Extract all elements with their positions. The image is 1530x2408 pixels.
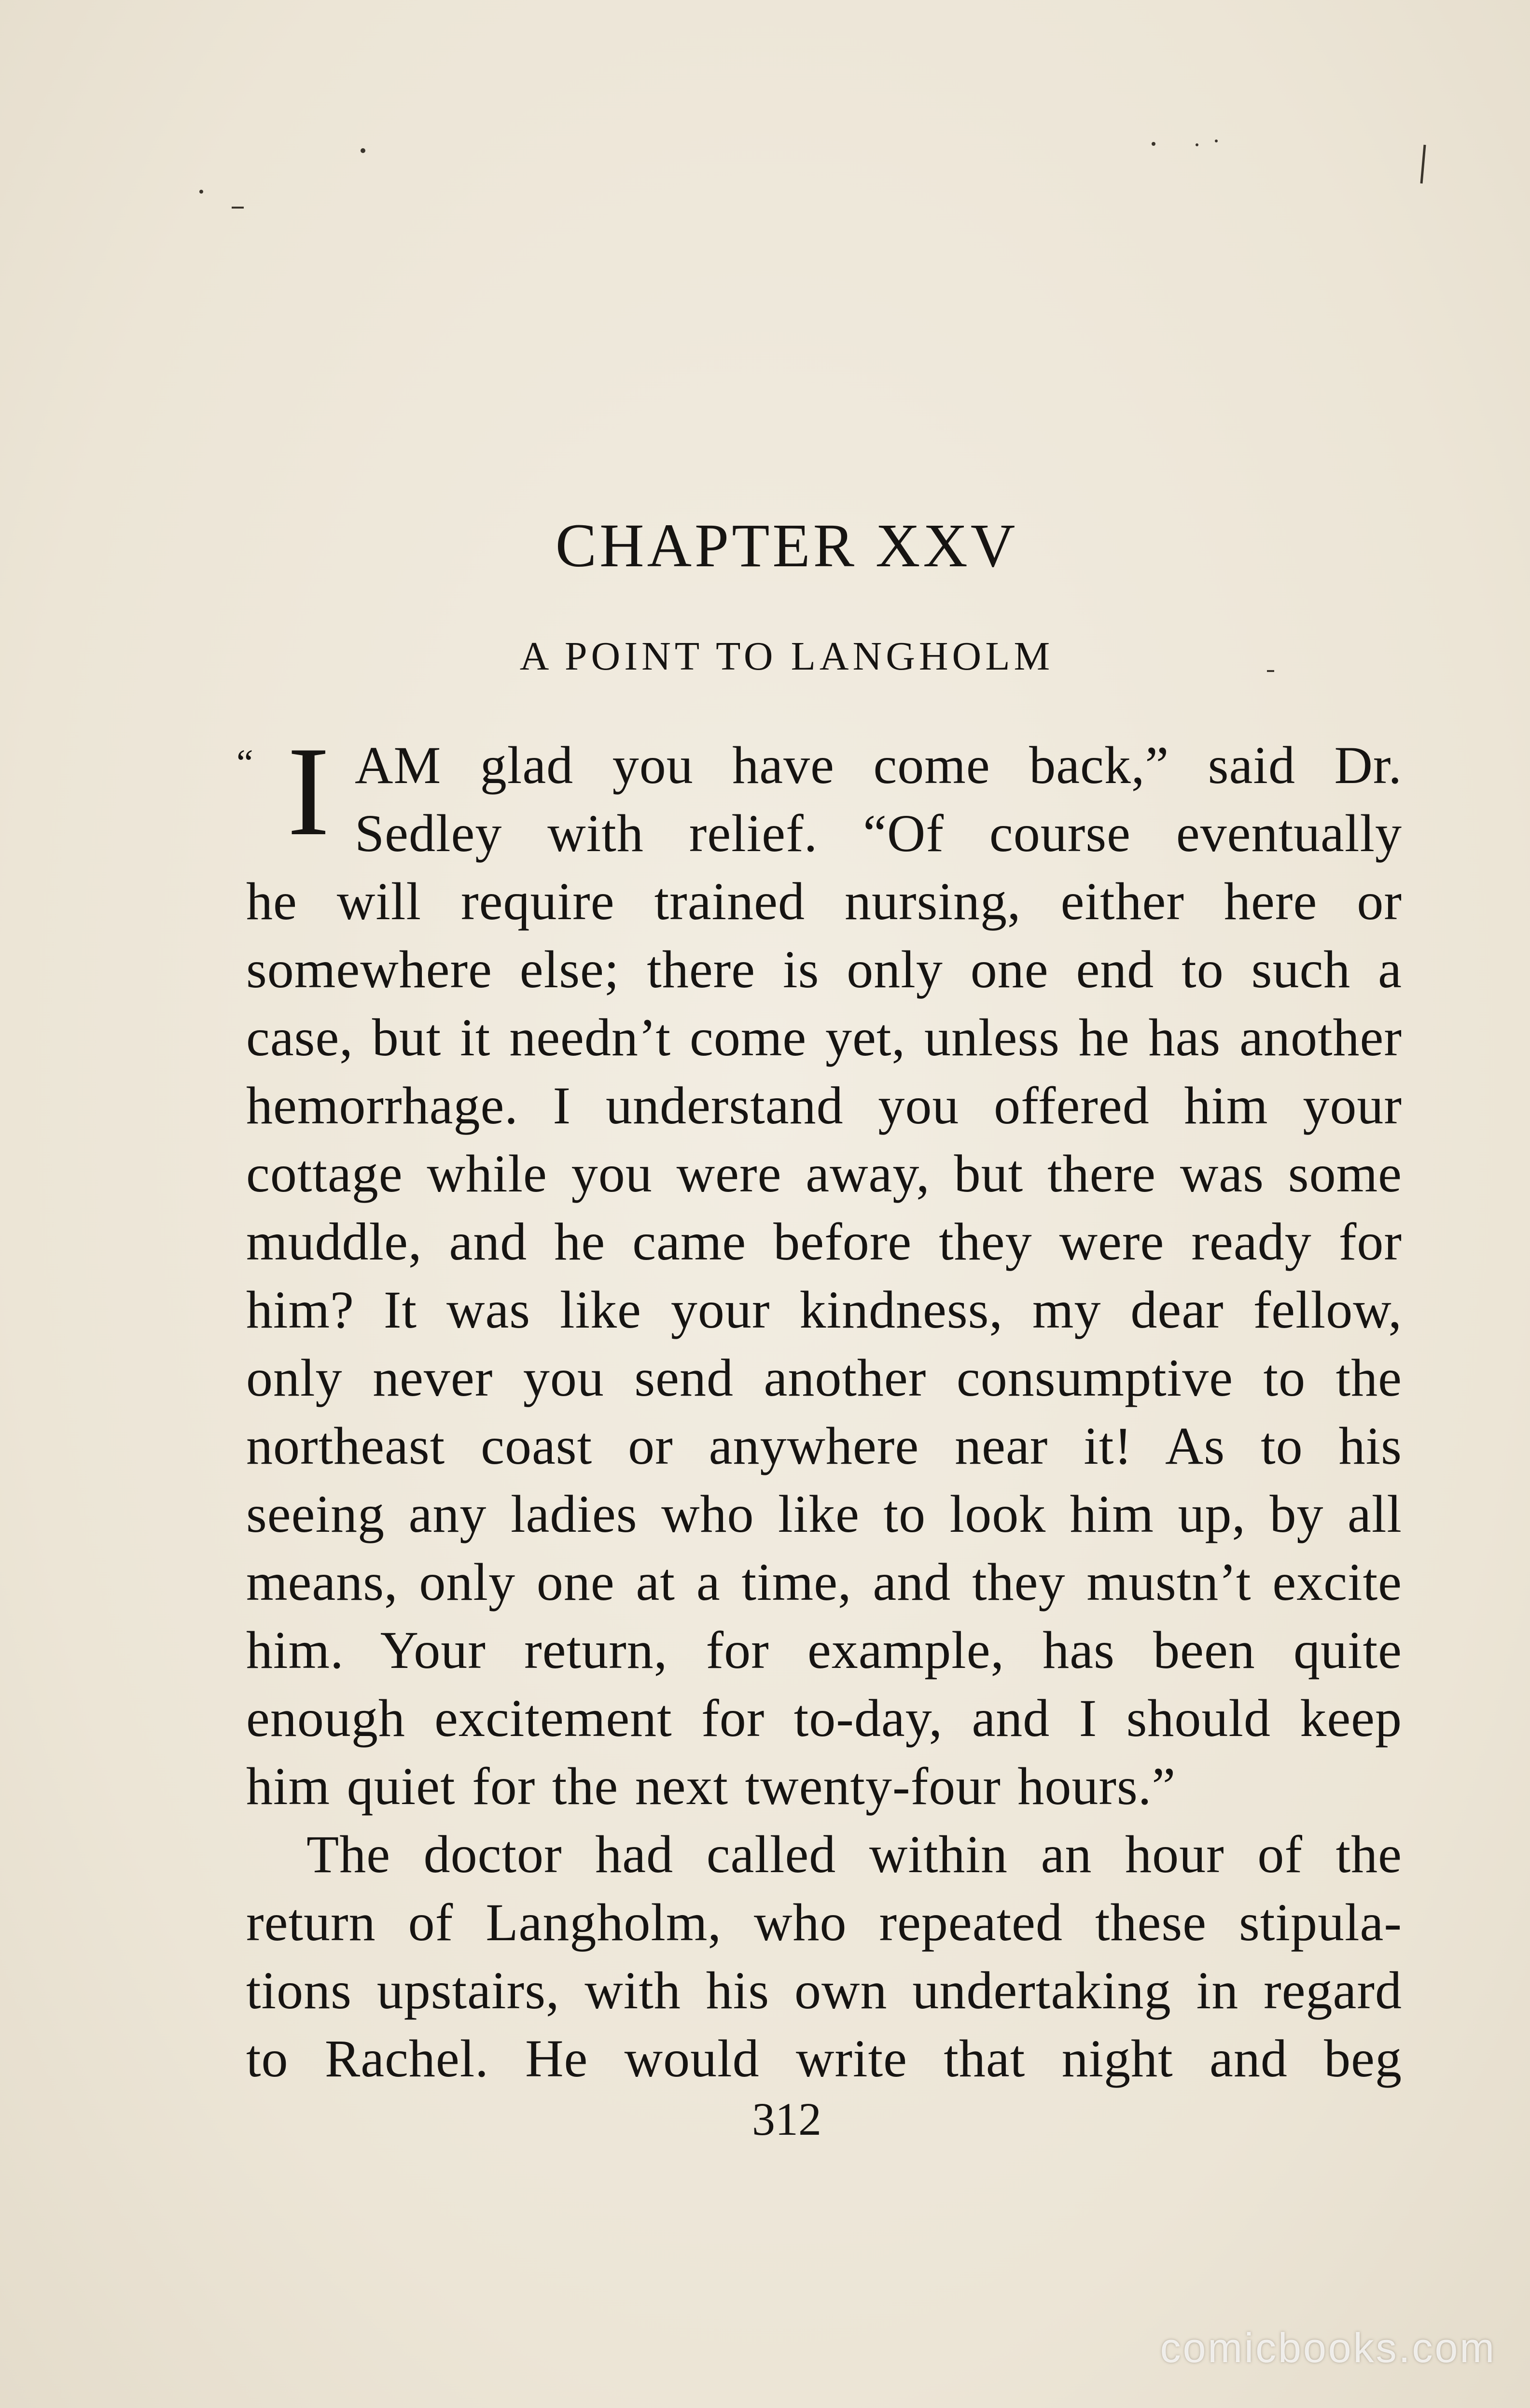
text-line: him. Your return, for example, has been quite (246, 1621, 1402, 1680)
text-line: means, only one at a time, and they mustn’t excite (246, 1553, 1402, 1611)
text-line: Sedley with relief. “Of course eventually (355, 804, 1402, 863)
page-number: 312 (752, 2093, 821, 2145)
text-line: him quiet for the next twenty-four hours.” (246, 1757, 1176, 1816)
text-line: somewhere else; there is only one end to such a (246, 940, 1402, 999)
text-line: him? It was like your kindness, my dear fellow, (246, 1280, 1402, 1339)
text-line: return of Langholm, who repeated these stipula- (246, 1893, 1402, 1952)
chapter-subtitle: A POINT TO LANGHOLM (519, 634, 1054, 679)
text-line: only never you send another consumptive to the (246, 1348, 1402, 1407)
chapter-title: CHAPTER XXV (555, 511, 1018, 580)
opening-quote: “ (236, 742, 254, 784)
text-line: tions upstairs, with his own undertaking in regard (246, 1961, 1402, 2020)
text-line: hemorrhage. I understand you offered him your (246, 1076, 1402, 1135)
text-line: seeing any ladies who like to look him up, by all (246, 1484, 1402, 1543)
drop-cap: I (287, 721, 331, 862)
text-line: case, but it needn’t come yet, unless he has another (246, 1008, 1402, 1067)
text-line: cottage while you were away, but there was some (246, 1144, 1402, 1203)
text-line: The doctor had called within an hour of the (306, 1825, 1402, 1884)
text-line: he will require trained nursing, either here or (246, 872, 1402, 931)
watermark: comicbooks.com (1160, 2325, 1496, 2371)
body-text (236, 721, 1402, 2093)
text-line: enough excitement for to-day, and I should keep (246, 1689, 1402, 1748)
text-line: to Rachel. He would write that night and beg (246, 2029, 1402, 2088)
text-line: muddle, and he came before they were ready for (246, 1212, 1402, 1271)
text-line: northeast coast or anywhere near it! As to his (246, 1416, 1402, 1475)
text-line: AM glad you have come back,” said Dr. (355, 736, 1402, 795)
